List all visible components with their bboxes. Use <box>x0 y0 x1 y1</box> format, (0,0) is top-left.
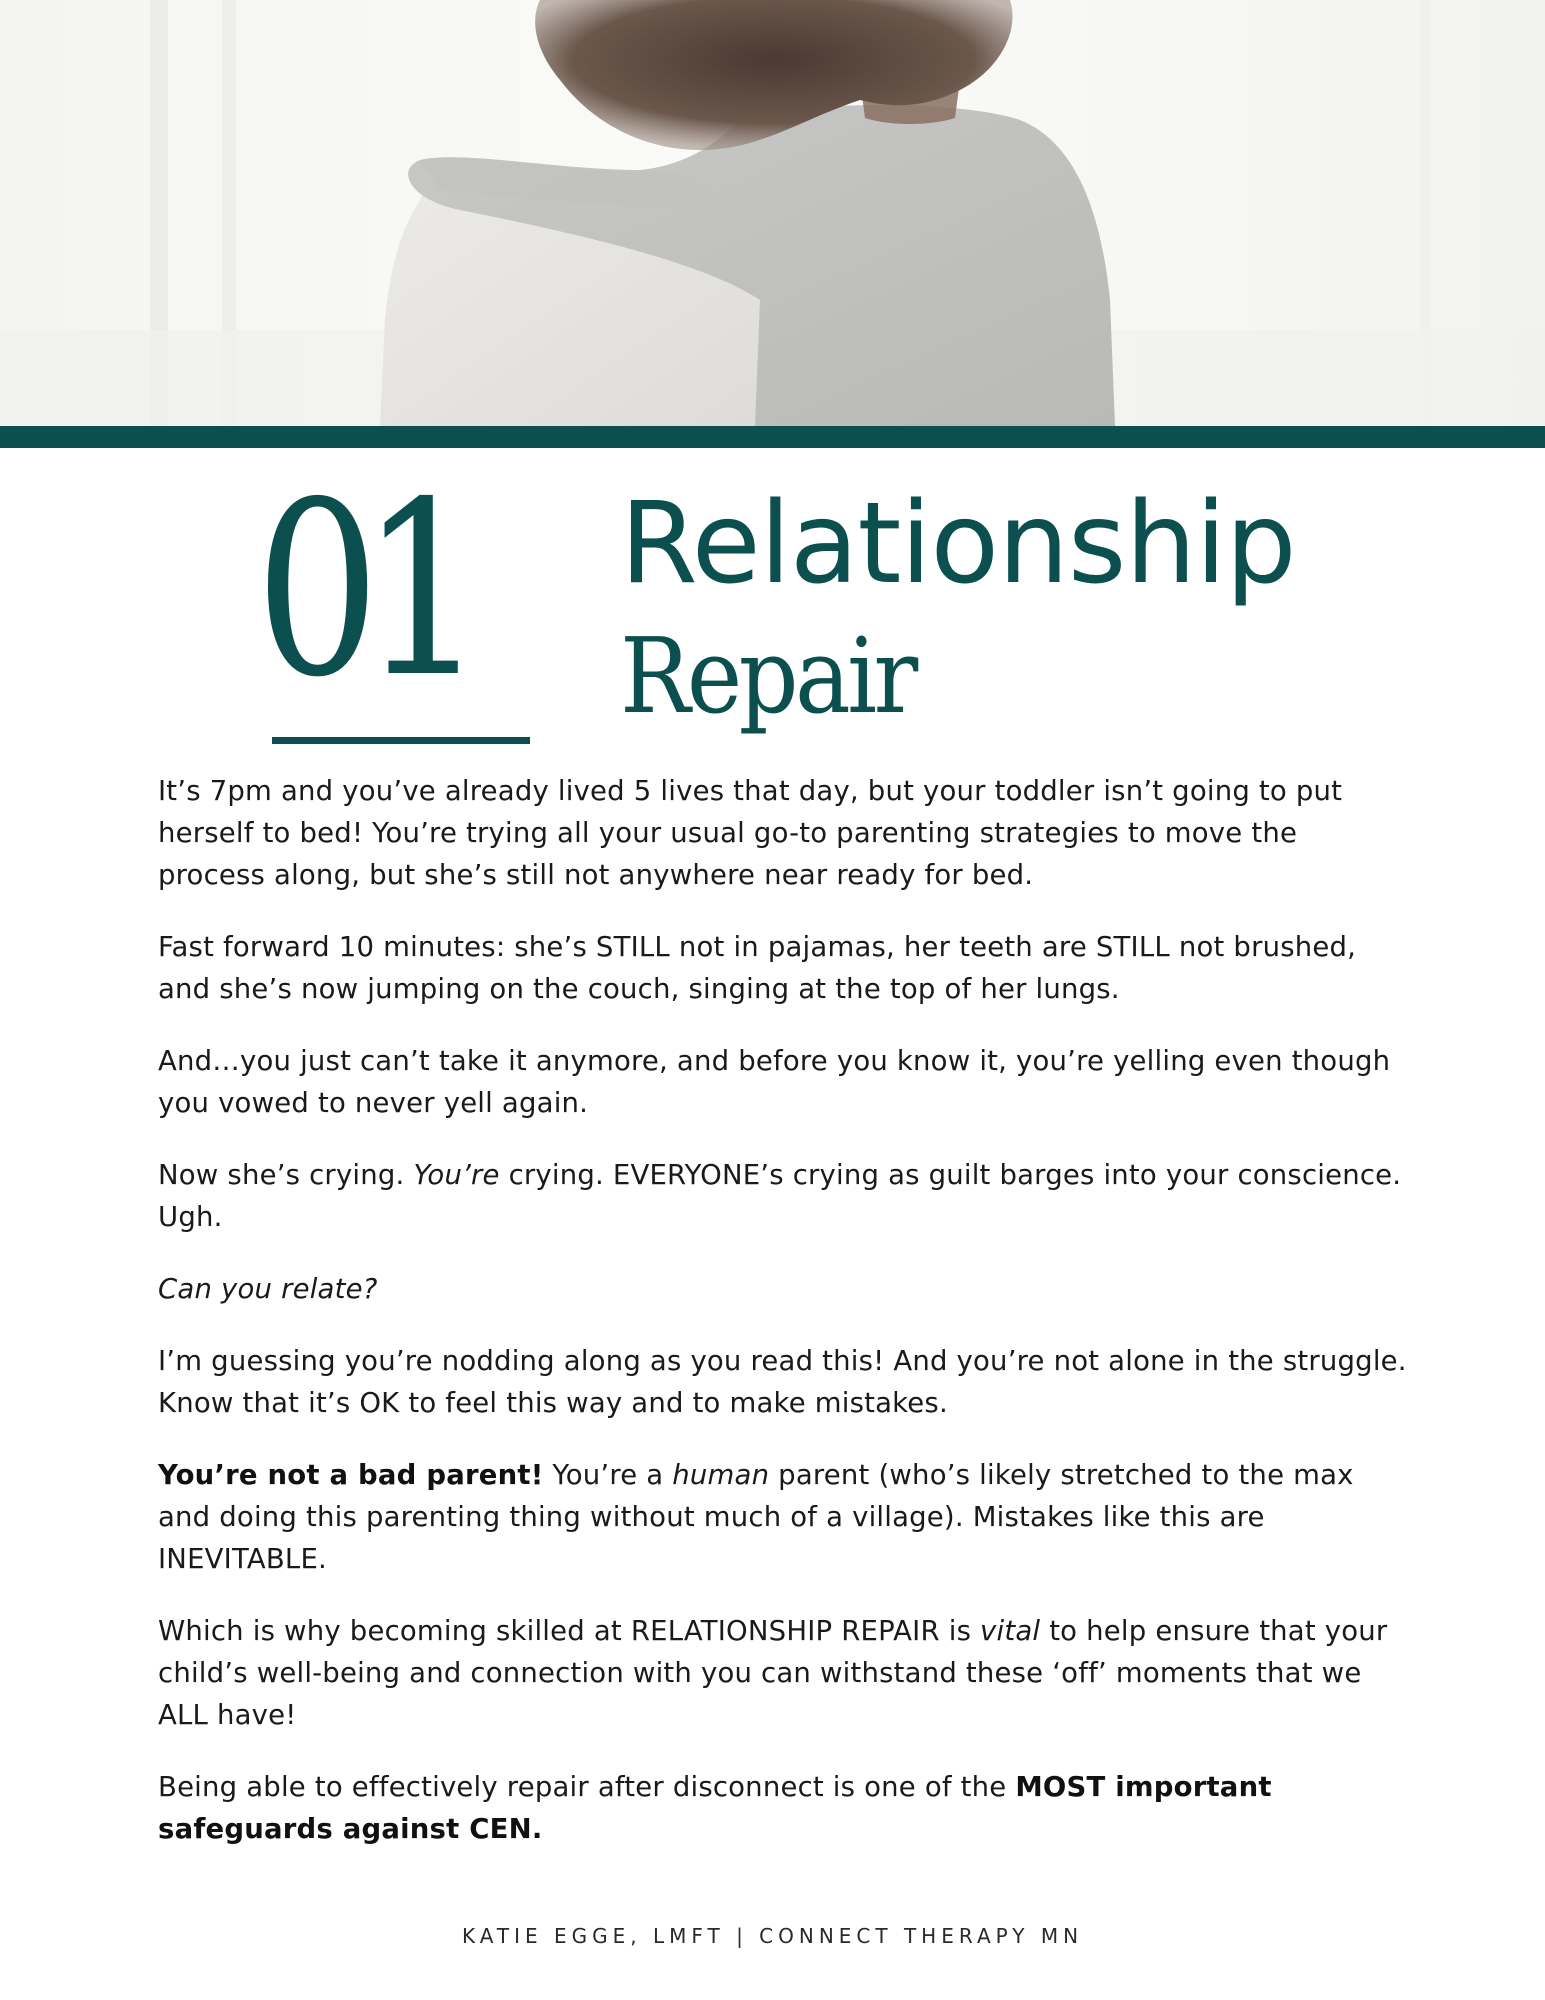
paragraph-5 <box>158 1268 1408 1310</box>
section-number-underline <box>272 737 530 744</box>
paragraph-4-text-b: crying. EVERYONE’s crying as guilt barges into your conscience. Ugh. <box>158 1159 1402 1233</box>
section-title-line1: Relationship <box>620 479 1296 609</box>
section-number: 01 <box>255 450 467 730</box>
hero-photo <box>0 0 1545 426</box>
paragraph-8-text-b: to help ensure that your child’s well-being and connection with you can withstand these ‘off’ moments that we ALL have! <box>158 1615 1388 1731</box>
paragraph-7-text-a: You’re a <box>543 1459 673 1491</box>
paragraph-8 <box>158 1610 1408 1736</box>
paragraph-2: Fast forward 10 minutes: she’s STILL not in pajamas, her teeth are STILL not brushed, and she’s now jumping on the couch, singing at the top of her lungs. <box>158 931 1357 1005</box>
paragraph-9 <box>158 1766 1408 1850</box>
footer-credit: KATIE EGGE, LMFT | CONNECT THERAPY MN <box>461 1924 1084 1948</box>
hero-illustration <box>0 0 1545 426</box>
paragraph-4-emphasis: You’re <box>413 1159 500 1191</box>
body-copy <box>158 770 1408 1880</box>
paragraph-7 <box>158 1454 1408 1580</box>
paragraph-5-question: Can you relate? <box>158 1273 378 1305</box>
paragraph-4 <box>158 1154 1408 1238</box>
paragraph-7-emphasis: human <box>672 1459 770 1491</box>
paragraph-9-strong: MOST important safeguards against CEN. <box>158 1771 1272 1845</box>
header-divider-bar <box>0 426 1545 448</box>
paragraph-8-emphasis: vital <box>980 1615 1041 1647</box>
paragraph-9-text-a: Being able to effectively repair after disconnect is one of the <box>158 1771 1016 1803</box>
paragraph-7-text-b: parent (who’s likely stretched to the max and doing this parenting thing without much of a village). Mistakes like this are INEVITABLE. <box>158 1459 1354 1575</box>
section-title-line2: Repair <box>620 615 915 737</box>
paragraph-4-text-a: Now she’s crying. <box>158 1159 414 1191</box>
paragraph-1: It’s 7pm and you’ve already lived 5 lives that day, but your toddler isn’t going to put herself to bed! You’re trying all your usual go-to parenting strategies to move the process along, but she’s still not anywhere near ready for bed. <box>158 775 1343 891</box>
paragraph-3: And…you just can’t take it anymore, and before you know it, you’re yelling even though you vowed to never yell again. <box>158 1045 1391 1119</box>
paragraph-7-strong: You’re not a bad parent! <box>158 1459 544 1491</box>
paragraph-6: I’m guessing you’re nodding along as you read this! And you’re not alone in the struggle. Know that it’s OK to feel this way and to make mistakes. <box>158 1345 1407 1419</box>
paragraph-8-text-a: Which is why becoming skilled at RELATIONSHIP REPAIR is <box>158 1615 981 1647</box>
